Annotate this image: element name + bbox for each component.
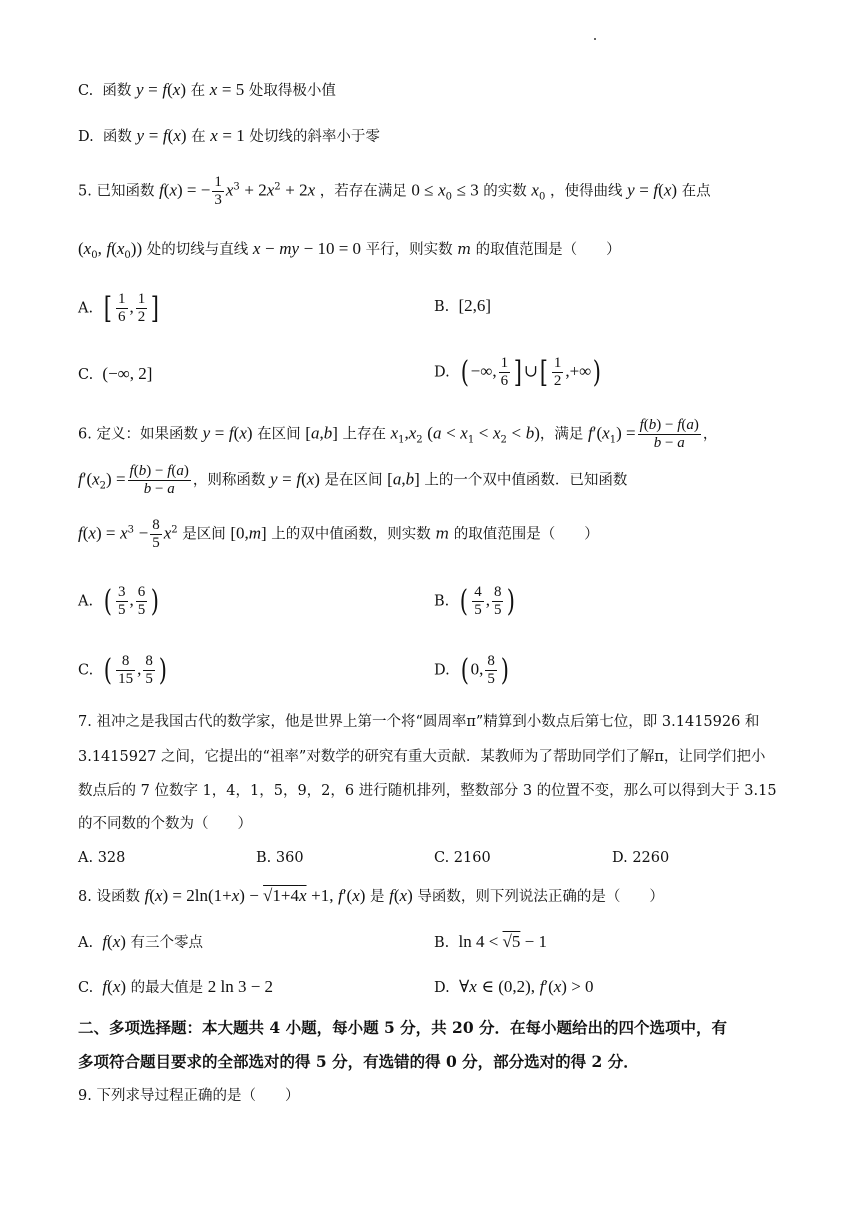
q8-option-c: C. f(x) 的最大值是 2 ln 3 − 2 — [78, 977, 274, 996]
q6-option-a: A. ( $\frac{3}{5}$ , $\frac{6}{5}$ ) — [78, 583, 160, 619]
q7-option-b: B. 360 — [256, 850, 304, 866]
q8-option-b: B. ln 4 < √5 − 1 — [434, 932, 547, 951]
q7-option-d: D. 2260 — [612, 850, 670, 866]
q8-option-a: A. f(x) 有三个零点 — [78, 932, 204, 951]
q5-option-c: C. (−∞, 2] — [78, 364, 153, 383]
q5-option-b: B. [2,6] — [434, 296, 492, 315]
q6-option-c: C. ( $\frac{8}{15}$ , $\frac{8}{5}$ ) — [78, 652, 167, 688]
corner-dot — [594, 38, 596, 40]
q5-stem-line2: ($x_0$, $f(x_0)$) 处的切线与直线 x − my − 10 = 0 平行，则实数 m 的取值范围是（ ） — [78, 239, 621, 261]
q6-stem-line2: $f'(x_2)$ = $\frac{f(b) - f(a)}{b - a}$ ，则称函数 y = f(x) 是在区间 [a,b] 上的一个双中值函数．已知函数 — [78, 463, 628, 497]
q7-option-a: A. 328 — [78, 850, 126, 866]
q5-option-d: D. ( −∞, $\frac{1}{6}$ ] ∪[ $\frac{1}{2}$ ,+∞) — [434, 354, 602, 390]
section2-heading-line2: 多项符合题目要求的全部选对的得 5 分，有选错的得 0 分，部分选对的得 2 分． — [78, 1052, 639, 1071]
q5-stem-line1: 5. 已知函数 f(x) = − $\frac{1}{3}$ $x^3 + 2x^2 + 2x$ ，若存在满足 $0 \le x_0 \le 3$ 的实数 $x_0$ ，使得曲线 y = f(x) 在点 — [78, 174, 711, 208]
q7-stem-line3: 数点后的 7 位数字 1，4，1，5，9，2，6 进行随机排列，整数部分 3 的位置不变，那么可以得到大于 3.15 — [78, 783, 777, 799]
section2-heading-line1: 二、多项选择题：本大题共 4 小题，每小题 5 分，共 20 分．在每小题给出的四个选项中，有 — [78, 1018, 728, 1037]
q6-stem-line3: $f(x) = x^3$ − $\frac{8}{5}$ $x^2$ 是区间 [0,m] 上的双中值函数，则实数 m 的取值范围是（ ） — [78, 517, 599, 551]
q6-stem-line1: 6. 定义：如果函数 y = f(x) 在区间 [a,b] 上存在 $x_1,x_2$ $(a < x_1 < x_2 < b)$，满足 $f'(x_1)$ = $\frac{f(b) - f(a)}{b - a}$ ， — [78, 417, 718, 451]
q5-option-a: A. [ $\frac{1}{6}$ , $\frac{1}{2}$ ] — [78, 290, 160, 326]
q8-stem: 8. 设函数 f(x) = 2ln(1+x) − √1+4x +1, f′(x) 是 f(x) 导函数，则下列说法正确的是（ ） — [78, 886, 664, 905]
q8-option-d: D. ∀x ∈ (0,2), f′(x) > 0 — [434, 977, 594, 996]
q9-stem: 9. 下列求导过程正确的是（ ） — [78, 1088, 300, 1104]
q7-option-c: C. 2160 — [434, 850, 491, 866]
q7-stem-line1: 7. 祖冲之是我国古代的数学家，他是世界上第一个将“圆周率π”精算到小数点后第七位，即 3.1415926 和 — [78, 714, 760, 730]
q4-option-d: D. 函数 y = f(x) 在 x = 1 处切线的斜率小于零 — [78, 126, 380, 145]
q6-option-b: B. ( $\frac{4}{5}$ , $\frac{8}{5}$ ) — [434, 583, 516, 619]
q6-option-d: D. ( 0, $\frac{8}{5}$ ) — [434, 652, 509, 688]
q7-stem-line4: 的不同数的个数为（ ） — [78, 816, 252, 832]
q4-option-c: C. 函数 y = f(x) 在 x = 5 处取得极小值 — [78, 80, 336, 99]
q7-stem-line2: 3.1415927 之间，它提出的“祖率”对数学的研究有重大贡献．某教师为了帮助同学们了解π，让同学们把小 — [78, 749, 766, 765]
